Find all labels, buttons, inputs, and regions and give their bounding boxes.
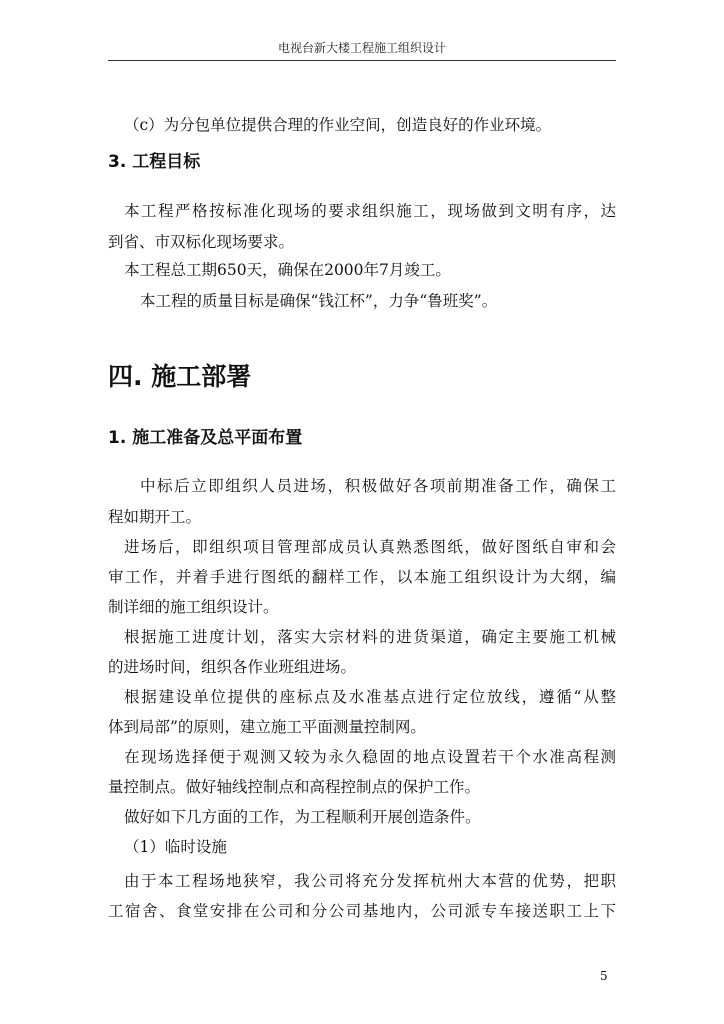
paragraph-line: （c）为分包单位提供合理的作业空间，创造良好的作业环境。 — [124, 116, 552, 134]
section-heading-goals: 3. 工程目标 — [108, 152, 201, 172]
running-header: 电视台新大楼工程施工组织设计 — [277, 41, 446, 55]
paragraph-line: 本工程的质量目标是确保“钱江杯”，力争“鲁班奖”。 — [140, 292, 498, 310]
paragraph-line: 根据施工进度计划，落实大宗材料的进货渠道，确定主要施工机械 — [124, 628, 616, 646]
paragraph-line: （1）临时设施 — [124, 838, 227, 856]
paragraph-line: 本工程总工期650天，确保在2000年7月竣工。 — [124, 261, 451, 279]
page-number: 5 — [600, 969, 608, 983]
paragraph-line: 程如期开工。 — [108, 508, 202, 526]
paragraph-line: 做好如下几方面的工作，为工程顺利开展创造条件。 — [124, 808, 481, 826]
paragraph-line: 本工程严格按标准化现场的要求组织施工，现场做到文明有序，达 — [124, 202, 616, 220]
section-heading-preparation: 1. 施工准备及总平面布置 — [108, 428, 303, 448]
paragraph-line: 体到局部”的原则，建立施工平面测量控制网。 — [108, 718, 426, 736]
paragraph-line: 到省、市双标化现场要求。 — [108, 233, 295, 251]
paragraph-line: 由于本工程场地狭窄，我公司将充分发挥杭州大本营的优势，把职 — [124, 872, 616, 890]
paragraph-line: 量控制点。做好轴线控制点和高程控制点的保护工作。 — [108, 778, 481, 796]
paragraph-line: 工宿舍、食堂安排在公司和分公司基地内，公司派专车接送职工上下 — [108, 902, 616, 920]
paragraph-line: 进场后，即组织项目管理部成员认真熟悉图纸，做好图纸自审和会 — [124, 538, 616, 556]
paragraph-line: 中标后立即组织人员进场，积极做好各项前期准备工作，确保工 — [140, 477, 616, 495]
paragraph-line: 根据建设单位提供的座标点及水准基点进行定位放线，遵循“从整 — [124, 688, 616, 706]
chapter-heading: 四. 施工部署 — [108, 362, 252, 391]
paragraph-line: 制详细的施工组织设计。 — [108, 598, 279, 616]
paragraph-line: 在现场选择便于观测又较为永久稳固的地点设置若干个水准高程测 — [124, 748, 616, 766]
header-divider — [108, 60, 616, 61]
paragraph-line: 的进场时间，组织各作业班组进场。 — [108, 658, 357, 676]
paragraph-line: 审工作，并着手进行图纸的翻样工作，以本施工组织设计为大纲，编 — [108, 568, 616, 586]
